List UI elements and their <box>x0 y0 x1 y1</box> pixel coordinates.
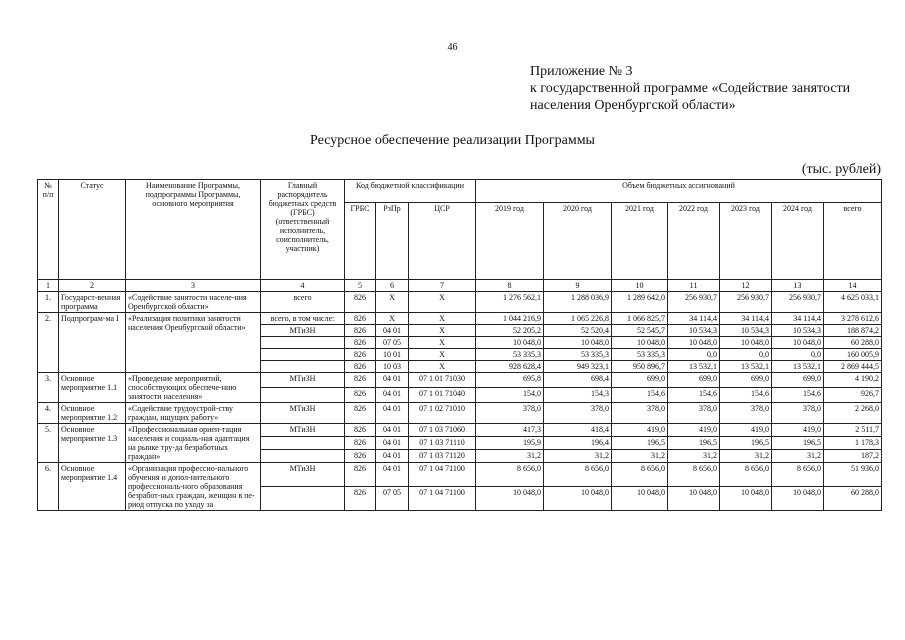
row-amount: 31,2 <box>544 450 612 463</box>
row-amount: 0,0 <box>668 349 720 361</box>
row-amount: 418,4 <box>544 424 612 437</box>
row-total: 3 278 612,6 <box>824 313 882 325</box>
row-amount: 1 065 226,8 <box>544 313 612 325</box>
row-grbs-code: 826 <box>345 325 376 337</box>
row-amount: 8 656,0 <box>476 463 544 487</box>
row-amount: 196,4 <box>544 437 612 450</box>
row-amount: 196,5 <box>668 437 720 450</box>
row-status: Государст-венная программа <box>59 292 126 313</box>
row-amount: 10 048,0 <box>668 487 720 511</box>
row-grbs: всего <box>261 292 345 313</box>
row-amount: 10 534,3 <box>772 325 824 337</box>
row-grbs: всего, в том числе: <box>261 313 345 325</box>
row-grbs-code: 826 <box>345 463 376 487</box>
row-amount: 378,0 <box>668 403 720 424</box>
row-grbs <box>261 437 345 450</box>
row-grbs <box>261 349 345 361</box>
row-grbs-code: 826 <box>345 388 376 403</box>
row-amount: 10 048,0 <box>476 337 544 349</box>
row-grbs-code: 826 <box>345 403 376 424</box>
column-number: 5 <box>345 280 376 292</box>
row-total: 926,7 <box>824 388 882 403</box>
row-grbs: МТиЗН <box>261 373 345 388</box>
row-total: 60 288,0 <box>824 337 882 349</box>
row-amount: 13 532,1 <box>668 361 720 373</box>
column-number: 6 <box>376 280 409 292</box>
row-csr: 07 1 03 71120 <box>409 450 476 463</box>
row-amount: 699,0 <box>772 373 824 388</box>
row-amount: 0,0 <box>772 349 824 361</box>
row-amount: 31,2 <box>720 450 772 463</box>
row-amount: 1 044 216,9 <box>476 313 544 325</box>
row-amount: 419,0 <box>772 424 824 437</box>
column-number-row <box>38 280 882 292</box>
header-rzpr: РзПр <box>376 203 409 280</box>
column-number: 9 <box>544 280 612 292</box>
row-status: Основное мероприятие 1.2 <box>59 403 126 424</box>
row-name: «Содействие занятости населе-ния Оренбургской области» <box>126 292 261 313</box>
row-amount: 154,6 <box>720 388 772 403</box>
header-year-2021: 2021 год <box>612 203 668 280</box>
row-grbs-code: 826 <box>345 313 376 325</box>
appendix-line-1: Приложение № 3 <box>530 64 633 79</box>
row-total: 187,2 <box>824 450 882 463</box>
row-grbs <box>261 487 345 511</box>
row-name: «Организация профессио-нального обучения и допол-нительного профессиональ-ного образования безработ-ных граждан, женщин в пе-риод отпуска по уходу за <box>126 463 261 511</box>
row-amount: 31,2 <box>476 450 544 463</box>
row-csr: 07 1 02 71010 <box>409 403 476 424</box>
row-amount: 53 335,3 <box>612 349 668 361</box>
column-number: 3 <box>126 280 261 292</box>
row-grbs-code: 826 <box>345 450 376 463</box>
row-amount: 8 656,0 <box>668 463 720 487</box>
row-amount: 699,0 <box>612 373 668 388</box>
row-csr: Х <box>409 292 476 313</box>
row-amount: 8 656,0 <box>612 463 668 487</box>
header-year-2023: 2023 год <box>720 203 772 280</box>
row-amount: 8 656,0 <box>772 463 824 487</box>
column-number: 14 <box>824 280 882 292</box>
row-grbs-code: 826 <box>345 292 376 313</box>
row-rzpr: 04 01 <box>376 403 409 424</box>
row-amount: 34 114,4 <box>720 313 772 325</box>
row-total: 2 869 444,5 <box>824 361 882 373</box>
row-amount: 378,0 <box>720 403 772 424</box>
row-total: 2 268,0 <box>824 403 882 424</box>
row-amount: 13 532,1 <box>772 361 824 373</box>
table-row <box>38 373 882 388</box>
row-amount: 196,5 <box>612 437 668 450</box>
row-csr: Х <box>409 325 476 337</box>
row-amount: 928 628,4 <box>476 361 544 373</box>
row-number: 2. <box>38 313 59 373</box>
row-amount: 53 335,3 <box>544 349 612 361</box>
row-amount: 34 114,4 <box>772 313 824 325</box>
row-amount: 10 048,0 <box>544 337 612 349</box>
row-amount: 699,0 <box>720 373 772 388</box>
row-rzpr: 04 01 <box>376 450 409 463</box>
row-amount: 695,8 <box>476 373 544 388</box>
row-amount: 154,0 <box>476 388 544 403</box>
row-grbs <box>261 361 345 373</box>
appendix-line-2: к государственной программе «Содействие занятости <box>530 81 851 96</box>
row-amount: 419,0 <box>720 424 772 437</box>
row-grbs: МТиЗН <box>261 463 345 487</box>
row-amount: 196,5 <box>720 437 772 450</box>
row-rzpr: 04 01 <box>376 424 409 437</box>
row-csr: 07 1 04 71100 <box>409 463 476 487</box>
row-grbs-code: 826 <box>345 337 376 349</box>
appendix-line-3: населения Оренбургской области» <box>530 98 736 113</box>
row-total: 160 005,9 <box>824 349 882 361</box>
row-number: 1. <box>38 292 59 313</box>
row-amount: 10 048,0 <box>720 487 772 511</box>
row-total: 188 874,2 <box>824 325 882 337</box>
row-amount: 10 048,0 <box>612 487 668 511</box>
row-name: «Реализация политики занятости населения Оренбургской области» <box>126 313 261 373</box>
row-amount: 1 276 562,1 <box>476 292 544 313</box>
row-amount: 699,0 <box>668 373 720 388</box>
row-name: «Проведение мероприятий, способствующих обеспече-нию занятости населения» <box>126 373 261 403</box>
header-name: Наименование Программы, подпрограммы Программы, основного мероприятия <box>126 180 261 280</box>
row-amount: 8 656,0 <box>544 463 612 487</box>
row-amount: 13 532,1 <box>720 361 772 373</box>
row-grbs <box>261 450 345 463</box>
column-number: 12 <box>720 280 772 292</box>
row-amount: 10 048,0 <box>544 487 612 511</box>
row-grbs: МТиЗН <box>261 325 345 337</box>
row-csr: 07 1 03 71060 <box>409 424 476 437</box>
row-grbs <box>261 337 345 349</box>
units-label: (тыс. рублей) <box>801 162 881 177</box>
page-number: 46 <box>447 42 458 53</box>
row-amount: 52 520,4 <box>544 325 612 337</box>
row-amount: 52 545,7 <box>612 325 668 337</box>
row-total: 60 288,0 <box>824 487 882 511</box>
row-amount: 154,6 <box>772 388 824 403</box>
row-amount: 31,2 <box>772 450 824 463</box>
document-title: Ресурсное обеспечение реализации Программы <box>310 133 595 148</box>
row-rzpr: 04 01 <box>376 463 409 487</box>
row-amount: 196,5 <box>772 437 824 450</box>
row-amount: 31,2 <box>612 450 668 463</box>
row-amount: 378,0 <box>476 403 544 424</box>
row-amount: 8 656,0 <box>720 463 772 487</box>
table-row <box>38 313 882 325</box>
row-total: 1 178,3 <box>824 437 882 450</box>
row-csr: 07 1 04 71100 <box>409 487 476 511</box>
column-number: 7 <box>409 280 476 292</box>
header-year-2024: 2024 год <box>772 203 824 280</box>
row-amount: 34 114,4 <box>668 313 720 325</box>
header-grbs: Главный распорядитель бюджетных средств (ГРБС) (ответственный исполнитель, соисполнитель, участник) <box>261 180 345 280</box>
row-name: «Содействие трудоустрой-ству граждан, ищущих работу» <box>126 403 261 424</box>
row-amount: 950 896,7 <box>612 361 668 373</box>
row-status: Подпрограм-ма I <box>59 313 126 373</box>
header-csr: ЦСР <box>409 203 476 280</box>
row-csr: 07 1 03 71110 <box>409 437 476 450</box>
row-grbs: МТиЗН <box>261 424 345 437</box>
header-year-2019: 2019 год <box>476 203 544 280</box>
row-csr: 07 1 01 71030 <box>409 373 476 388</box>
row-status: Основное мероприятие 1.1 <box>59 373 126 403</box>
row-number: 6. <box>38 463 59 511</box>
row-csr: Х <box>409 313 476 325</box>
row-amount: 378,0 <box>544 403 612 424</box>
row-grbs-code: 826 <box>345 361 376 373</box>
row-amount: 256 930,7 <box>772 292 824 313</box>
row-amount: 154,6 <box>668 388 720 403</box>
row-amount: 949 323,1 <box>544 361 612 373</box>
row-csr: Х <box>409 349 476 361</box>
table-row <box>38 424 882 437</box>
row-total: 4 190,2 <box>824 373 882 388</box>
column-number: 10 <box>612 280 668 292</box>
row-amount: 256 930,7 <box>668 292 720 313</box>
row-csr: Х <box>409 361 476 373</box>
column-number: 4 <box>261 280 345 292</box>
row-amount: 417,3 <box>476 424 544 437</box>
row-total: 51 936,0 <box>824 463 882 487</box>
header-year-2022: 2022 год <box>668 203 720 280</box>
row-grbs-code: 826 <box>345 437 376 450</box>
table-header-row-1 <box>38 180 882 203</box>
row-rzpr: 10 01 <box>376 349 409 361</box>
row-rzpr: 04 01 <box>376 388 409 403</box>
row-rzpr: Х <box>376 292 409 313</box>
row-amount: 0,0 <box>720 349 772 361</box>
row-amount: 10 048,0 <box>612 337 668 349</box>
row-rzpr: 07 05 <box>376 487 409 511</box>
row-amount: 1 289 642,0 <box>612 292 668 313</box>
row-grbs <box>261 388 345 403</box>
row-amount: 53 335,3 <box>476 349 544 361</box>
row-rzpr: 07 05 <box>376 337 409 349</box>
row-rzpr: 04 01 <box>376 373 409 388</box>
header-amount-group: Объем бюджетных ассигнований <box>476 180 882 203</box>
column-number: 8 <box>476 280 544 292</box>
row-amount: 378,0 <box>772 403 824 424</box>
column-number: 2 <box>59 280 126 292</box>
row-grbs-code: 826 <box>345 349 376 361</box>
column-number: 11 <box>668 280 720 292</box>
row-amount: 1 066 825,7 <box>612 313 668 325</box>
header-status: Статус <box>59 180 126 280</box>
row-amount: 1 288 036,9 <box>544 292 612 313</box>
row-csr: 07 1 01 71040 <box>409 388 476 403</box>
header-year-2020: 2020 год <box>544 203 612 280</box>
row-rzpr: 10 03 <box>376 361 409 373</box>
row-name: «Профессиональная ориен-тация населения и социаль-ная адаптация на рынке тру-да безработных граждан» <box>126 424 261 463</box>
row-amount: 154,6 <box>612 388 668 403</box>
row-grbs-code: 826 <box>345 424 376 437</box>
row-amount: 154,3 <box>544 388 612 403</box>
row-amount: 378,0 <box>612 403 668 424</box>
column-number: 1 <box>38 280 59 292</box>
row-number: 5. <box>38 424 59 463</box>
resource-table <box>37 179 882 511</box>
header-total: всего <box>824 203 882 280</box>
row-number: 3. <box>38 373 59 403</box>
row-csr: Х <box>409 337 476 349</box>
row-amount: 10 048,0 <box>476 487 544 511</box>
row-amount: 10 048,0 <box>668 337 720 349</box>
row-amount: 10 534,3 <box>720 325 772 337</box>
row-amount: 256 930,7 <box>720 292 772 313</box>
row-rzpr: 04 01 <box>376 437 409 450</box>
column-number: 13 <box>772 280 824 292</box>
row-total: 2 511,7 <box>824 424 882 437</box>
table-row <box>38 463 882 487</box>
row-rzpr: 04 01 <box>376 325 409 337</box>
row-grbs-code: 826 <box>345 487 376 511</box>
appendix-header <box>530 63 850 114</box>
row-amount: 419,0 <box>612 424 668 437</box>
row-amount: 10 048,0 <box>772 337 824 349</box>
row-amount: 31,2 <box>668 450 720 463</box>
row-status: Основное мероприятие 1.3 <box>59 424 126 463</box>
row-amount: 10 048,0 <box>772 487 824 511</box>
row-amount: 10 534,3 <box>668 325 720 337</box>
row-amount: 419,0 <box>668 424 720 437</box>
table-row <box>38 403 882 424</box>
row-rzpr: Х <box>376 313 409 325</box>
header-num: № п/п <box>38 180 59 280</box>
row-number: 4. <box>38 403 59 424</box>
row-grbs-code: 826 <box>345 373 376 388</box>
row-grbs: МТиЗН <box>261 403 345 424</box>
header-grbs-code: ГРБС <box>345 203 376 280</box>
row-status: Основное мероприятие 1.4 <box>59 463 126 511</box>
row-amount: 195,9 <box>476 437 544 450</box>
row-amount: 52 205,2 <box>476 325 544 337</box>
row-amount: 698,4 <box>544 373 612 388</box>
row-amount: 10 048,0 <box>720 337 772 349</box>
row-total: 4 625 033,1 <box>824 292 882 313</box>
header-code-group: Код бюджетной классификации <box>345 180 476 203</box>
table-row <box>38 292 882 313</box>
